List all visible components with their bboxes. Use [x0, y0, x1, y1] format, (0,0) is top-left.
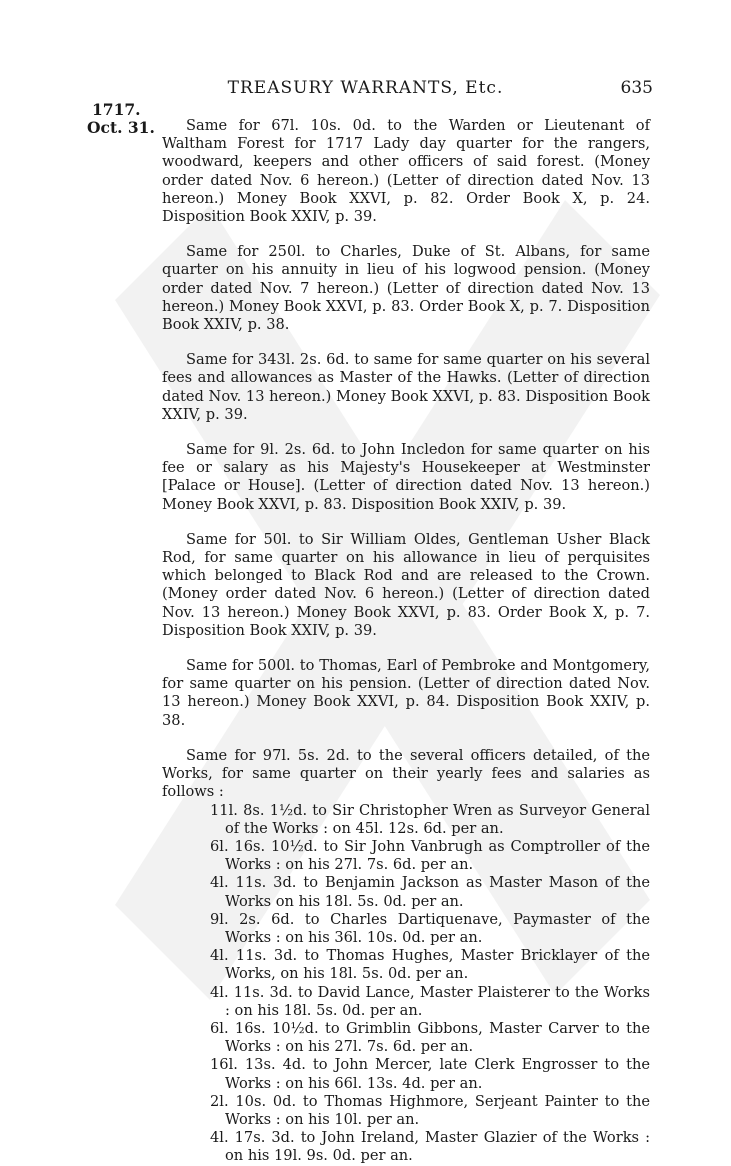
header-title: TREASURY WARRANTS, Etc. — [227, 78, 504, 98]
running-header — [0, 78, 731, 102]
list-item: 6l. 16s. 10½d. to Grimblin Gibbons, Master Carver to the Works : on his 27l. 7s. 6d. per an. — [210, 1019, 650, 1056]
entry-black-rod: Same for 50l. to Sir William Oldes, Gentleman Usher Black Rod, for same quarter on his allowance in lieu of perquisites which belonged to Black Rod and are released to the Crown. (Money order dated Nov. 6 hereon.) (Letter of direction dated Nov. 13 hereon.) Money Book XXVI, p. 83. Order Book X, p. 7. Disposition Book XXIV, p. 39. — [162, 530, 650, 639]
officers-list — [210, 802, 650, 1166]
entry-master-of-hawks: Same for 343l. 2s. 6d. to same for same quarter on his several fees and allowances as Master of the Hawks. (Letter of direction dated Nov. 13 hereon.) Money Book XXVI, p. 83. Disposition Book XXIV, p. 39. — [162, 351, 650, 423]
margin-date: Oct. 31. — [87, 118, 155, 137]
page-number: 635 — [620, 78, 653, 98]
main-text — [162, 117, 650, 1166]
list-item: 2l. 10s. 0d. to Thomas Highmore, Serjeant Painter to the Works : on his 10l. per an. — [210, 1092, 650, 1128]
entry-officers-of-works: Same for 97l. 5s. 2d. to the several officers detailed, of the Works, for same quarter on their yearly fees and salaries as follows : — [162, 746, 650, 801]
entry-john-incledon: Same for 9l. 2s. 6d. to John Incledon for same quarter on his fee or salary as his Majesty's Housekeeper at Westminster [Palace or House]. (Letter of direction dated Nov. 13 hereon.) Money Book XXVI, p. 83. Disposition Book XXIV, p. 39. — [162, 441, 650, 513]
list-item: 6l. 16s. 10½d. to Sir John Vanbrugh as Comptroller of the Works : on his 27l. 7s. 6d. per an. — [210, 837, 650, 874]
entry-waltham-forest: Same for 67l. 10s. 0d. to the Warden or Lieutenant of Waltham Forest for 1717 Lady day quarter for the rangers, woodward, keepers and other officers of said forest. (Money order dated Nov. 6 hereon.) (Letter of direction dated Nov. 13 hereon.) Money Book XXVI, p. 82. Order Book X, p. 24. Disposition Book XXIV, p. 39. — [162, 117, 650, 226]
list-item: 11l. 8s. 1½d. to Sir Christopher Wren as Surveyor General of the Works : on 45l. 12s. 6d. per an. — [210, 801, 650, 837]
list-item: 4l. 11s. 3d. to Benjamin Jackson as Master Mason of the Works on his 18l. 5s. 0d. per an. — [210, 874, 650, 910]
entry-duke-st-albans: Same for 250l. to Charles, Duke of St. Albans, for same quarter on his annuity in lieu of his logwood pension. (Money order dated Nov. 7 hereon.) (Letter of direction dated Nov. 13 hereon.) Money Book XXVI, p. 83. Order Book X, p. 7. Disposition Book XXIV, p. 38. — [162, 243, 650, 334]
list-item: 9l. 2s. 6d. to Charles Dartiquenave, Paymaster of the Works : on his 36l. 10s. 0d. per an. — [210, 910, 650, 946]
list-item: 4l. 11s. 3d. to Thomas Hughes, Master Bricklayer of the Works, on his 18l. 5s. 0d. per an. — [210, 947, 650, 983]
margin-year: 1717. — [92, 100, 141, 119]
list-item: 4l. 11s. 3d. to David Lance, Master Plaisterer to the Works : on his 18l. 5s. 0d. per an. — [210, 983, 650, 1019]
entry-earl-of-pembroke: Same for 500l. to Thomas, Earl of Pembroke and Montgomery, for same quarter on his pension. (Letter of direction dated Nov. 13 hereon.) Money Book XXVI, p. 84. Disposition Book XXIV, p. 38. — [162, 657, 650, 729]
list-item: 16l. 13s. 4d. to John Mercer, late Clerk Engrosser to the Works : on his 66l. 13s. 4d. per an. — [210, 1056, 650, 1092]
list-item: 4l. 17s. 3d. to John Ireland, Master Glazier of the Works : on his 19l. 9s. 0d. per an. — [210, 1129, 650, 1165]
